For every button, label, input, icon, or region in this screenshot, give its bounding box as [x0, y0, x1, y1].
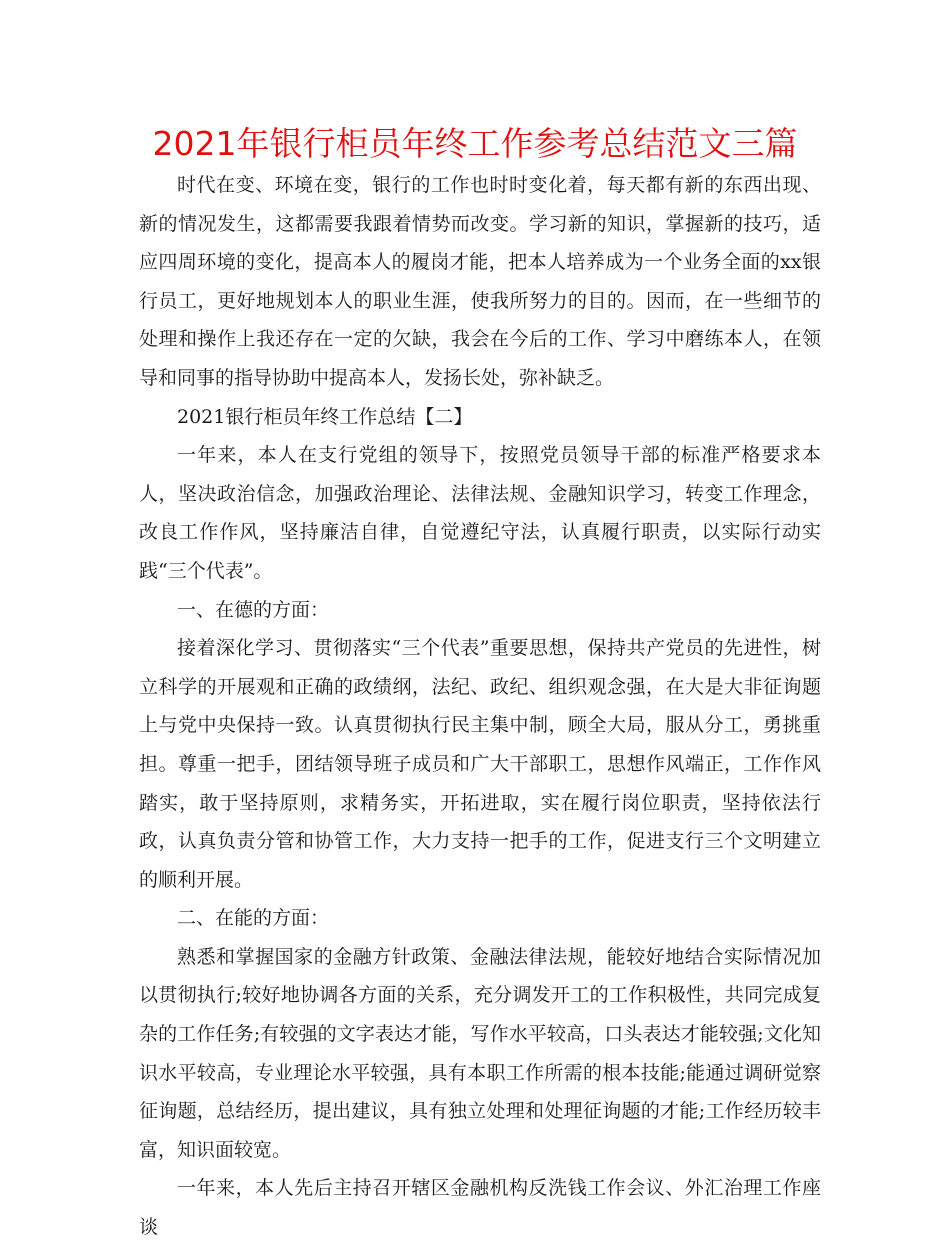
paragraph-ability: 熟悉和掌握国家的金融方针政策、金融法律法规，能较好地结合实际情况加以贯彻执行;较好地协调各方面的关系，充分调发开工的工作积极性，共同完成复杂的工作任务;有较强的文字表达才能，写作水平较高，口头表达才能较强;文化知识水平较高，专业理论水平较强，具有本职工作所需的根本技能;能通过调研觉察征询题，总结经历，提出建议，具有独立处理和处理征询题的才能;工作经历较丰富，知识面较宽。	[139, 945, 821, 1161]
paragraph-overview: 一年来，本人在支行党组的领导下，按照党员领导干部的标准严格要求本人，坚决政治信念，加强政治理论、法律法规、金融知识学习，转变工作理念，改良工作作风，坚持廉洁自律，自觉遵纪守法，认真履行职责，以实际行动实践“三个代表”。	[139, 444, 821, 582]
paragraph-intro: 时代在变、环境在变，银行的工作也时时变化着，每天都有新的东西出现、新的情况发生，这都需要我跟着情势而改变。学习新的知识，掌握新的技巧，适应四周环境的变化，提高本人的履岗才能，把本人培养成为一个业务全面的xx银行员工，更好地规划本人的职业生涯，使我所努力的目的。因而，在一些细节的处理和操作上我还存在一定的欠缺，我会在今后的工作、学习中磨练本人，在领导和同事的指导协助中提高本人，发扬长处，弥补缺乏。	[139, 174, 821, 389]
document-body	[139, 166, 821, 1247]
section-heading-morality: 一、在德的方面：	[177, 598, 330, 621]
section-heading-part-two: 2021银行柜员年终工作总结【二】	[177, 405, 473, 428]
paragraph-year-review: 一年来，本人先后主持召开辖区金融机构反洗钱工作会议、外汇治理工作座谈	[139, 1177, 821, 1239]
document-title: 2021年银行柜员年终工作参考总结范文三篇	[152, 124, 798, 163]
section-heading-ability: 二、在能的方面：	[177, 907, 330, 930]
paragraph-morality: 接着深化学习、贯彻落实“三个代表”重要思想，保持共产党员的先进性，树立科学的开展观和正确的政绩纲，法纪、政纪、组织观念强，在大是大非征询题上与党中央保持一致。认真贯彻执行民主集中制，顾全大局，服从分工，勇挑重担。尊重一把手，团结领导班子成员和广大干部职工，思想作风端正，工作作风踏实，敢于坚持原则，求精务实，开拓进取，实在履行岗位职责，坚持依法行政，认真负责分管和协管工作，大力支持一把手的工作，促进支行三个文明建立的顺利开展。	[139, 637, 821, 891]
